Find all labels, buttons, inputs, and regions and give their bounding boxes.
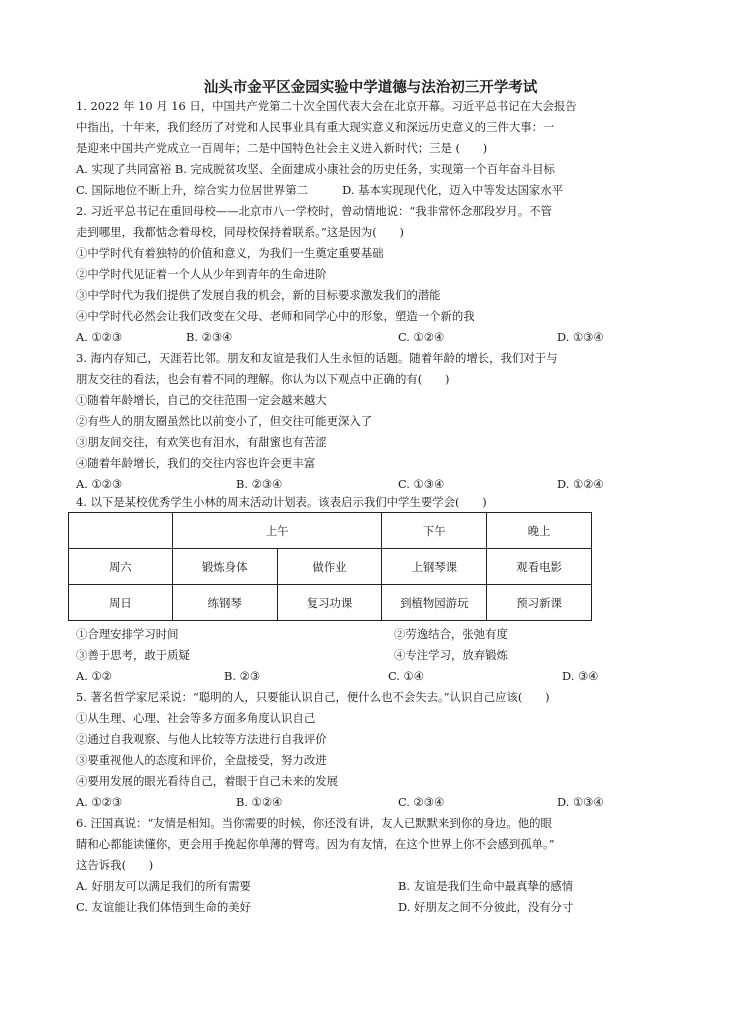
q3-choice-b: B. ②③④	[236, 477, 283, 491]
q4-items-row-1	[76, 624, 676, 644]
q4-item-1: ①合理安排学习时间	[76, 627, 179, 641]
q6-options-row-1	[76, 876, 676, 896]
q6-option-b: B. 友谊是我们生命中最真挚的感情	[398, 879, 574, 893]
q2-item-4: ④中学时代必然会让我们改变在父母、老师和同学心中的形象，塑造一个新的我	[76, 309, 475, 323]
table-cell: 上钢琴课	[382, 549, 487, 585]
q2-item-3: ③中学时代为我们提供了发展自我的机会，新的目标要求激发我们的潜能	[76, 288, 441, 302]
q5-item-1: ①从生理、心理、社会等多方面多角度认识自己	[76, 711, 316, 725]
q3-item-1: ①随着年龄增长，自己的交往范围一定会越来越大	[76, 393, 327, 407]
q6-options-row-2	[76, 897, 676, 917]
q4-choice-a: A. ①②	[76, 669, 112, 683]
table-row	[69, 549, 592, 585]
q5-choice-d: D. ①③④	[557, 795, 604, 809]
q2-item-2: ②中学时代见证着一个人从少年到青年的生命进阶	[76, 267, 327, 281]
q4-choice-c: C. ①④	[388, 669, 424, 683]
q5-item-4: ④要用发展的眼光看待自己，着眼于自己未来的发展	[76, 774, 338, 788]
table-row	[69, 585, 592, 621]
q4-item-2: ②劳逸结合，张弛有度	[394, 627, 508, 641]
q4-choices	[76, 666, 676, 686]
table-cell: 观看电影	[487, 549, 592, 585]
weekend-schedule-table	[68, 512, 592, 621]
table-cell: 练钢琴	[172, 585, 277, 621]
q1-option-ab: A. 实现了共同富裕 B. 完成脱贫攻坚、全面建成小康社会的历史任务，实现第一个百年奋斗目标	[76, 162, 555, 176]
table-cell: 预习新课	[487, 585, 592, 621]
q5-item-3: ③要重视他人的态度和评价，全盘接受，努力改进	[76, 753, 327, 767]
q4-item-4: ④专注学习，放弃锻炼	[394, 648, 508, 662]
q4-item-3: ③善于思考，敢于质疑	[76, 648, 190, 662]
table-cell: 到植物园游玩	[382, 585, 487, 621]
q2-choice-a: A. ①②③	[76, 330, 123, 344]
q6-stem-line-2: 睛和心都能读懂你，更会用手挽起你单薄的臂弯。因为有友情，在这个世界上你不会感到孤单。”	[76, 837, 555, 851]
exam-title: 汕头市金平区金园实验中学道德与法治初三开学考试	[203, 80, 538, 96]
q6-stem-line-1: 6. 汪国真说：“友情是相知。当你需要的时候，你还没有讲，友人已默默来到你的身边。他的眼	[76, 816, 552, 830]
q3-item-3: ③朋友间交往，有欢笑也有泪水，有甜蜜也有苦涩	[76, 435, 327, 449]
q2-choice-c: C. ①②④	[398, 330, 445, 344]
q4-choice-b: B. ②③	[224, 669, 261, 683]
q3-choice-d: D. ①②④	[557, 477, 604, 491]
q6-option-d: D. 好朋友之间不分彼此，没有分寸	[398, 900, 574, 914]
q5-choices	[76, 792, 676, 812]
header-evening: 晚上	[487, 513, 592, 549]
table-corner-cell	[69, 513, 173, 549]
q2-choices	[76, 327, 676, 347]
q3-stem-line-2: 朋友交往的看法，也会有着不同的理解。你认为以下观点中正确的有( )	[76, 372, 450, 386]
q3-choice-c: C. ①③④	[398, 477, 445, 491]
header-morning: 上午	[172, 513, 382, 549]
q1-stem-line-3: 是迎来中国共产党成立一百周年；二是中国特色社会主义进入新时代；三是 ( )	[76, 141, 488, 155]
header-afternoon: 下午	[382, 513, 487, 549]
q2-choice-b: B. ②③④	[186, 330, 233, 344]
q1-option-cd: C. 国际地位不断上升，综合实力位居世界第二 D. 基本实现现代化，迈入中等发达国家水平	[76, 183, 564, 197]
q1-stem-line-1: 1. 2022 年 10 月 16 日，中国共产党第二十次全国代表大会在北京开幕。习近平总书记在大会报告	[76, 99, 577, 113]
q5-item-2: ②通过自我观察、与他人比较等方法进行自我评价	[76, 732, 327, 746]
q6-stem-line-3: 这告诉我( )	[76, 858, 154, 872]
q6-option-c: C. 友谊能让我们体悟到生命的美好	[76, 900, 252, 914]
q5-choice-a: A. ①②③	[76, 795, 123, 809]
q3-item-4: ④随着年龄增长，我们的交往内容也许会更丰富	[76, 456, 316, 470]
table-cell: 周六	[69, 549, 173, 585]
table-cell: 锻炼身体	[172, 549, 277, 585]
q3-choices	[76, 474, 676, 494]
q1-stem-line-2: 中指出，十年来，我们经历了对党和人民事业具有重大现实意义和深远历史意义的三件大事：一	[76, 120, 555, 134]
q5-choice-b: B. ①②④	[236, 795, 283, 809]
q6-option-a: A. 好朋友可以满足我们的所有需要	[76, 879, 251, 893]
table-header-row	[69, 513, 592, 549]
q4-choice-d: D. ③④	[562, 669, 599, 683]
q2-stem-line-2: 走到哪里，我都惦念着母校，同母校保持着联系。”这是因为( )	[76, 225, 404, 239]
q2-stem-line-1: 2. 习近平总书记在重回母校——北京市八一学校时，曾动情地说：“我非常怀念那段岁月。不管	[76, 204, 552, 218]
q4-items-row-2	[76, 645, 676, 665]
q4-stem: 4. 以下是某校优秀学生小林的周末活动计划表。该表启示我们中学生要学会( )	[76, 495, 487, 509]
q3-stem-line-1: 3. 海内存知己，天涯若比邻。朋友和友谊是我们人生永恒的话题。随着年龄的增长，我们对于与	[76, 351, 558, 365]
q3-choice-a: A. ①②③	[76, 477, 123, 491]
table-cell: 周日	[69, 585, 173, 621]
table-cell: 做作业	[277, 549, 382, 585]
table-cell: 复习功课	[277, 585, 382, 621]
q3-item-2: ②有些人的朋友圈虽然比以前变小了，但交往可能更深入了	[76, 414, 373, 428]
q5-stem: 5. 著名哲学家尼采说：“聪明的人，只要能认识自己，便什么也不会失去。”认识自己应该( )	[76, 690, 550, 704]
q5-choice-c: C. ②③④	[398, 795, 445, 809]
q2-item-1: ①中学时代有着独特的价值和意义，为我们一生奠定重要基础	[76, 246, 384, 260]
q2-choice-d: D. ①③④	[557, 330, 604, 344]
